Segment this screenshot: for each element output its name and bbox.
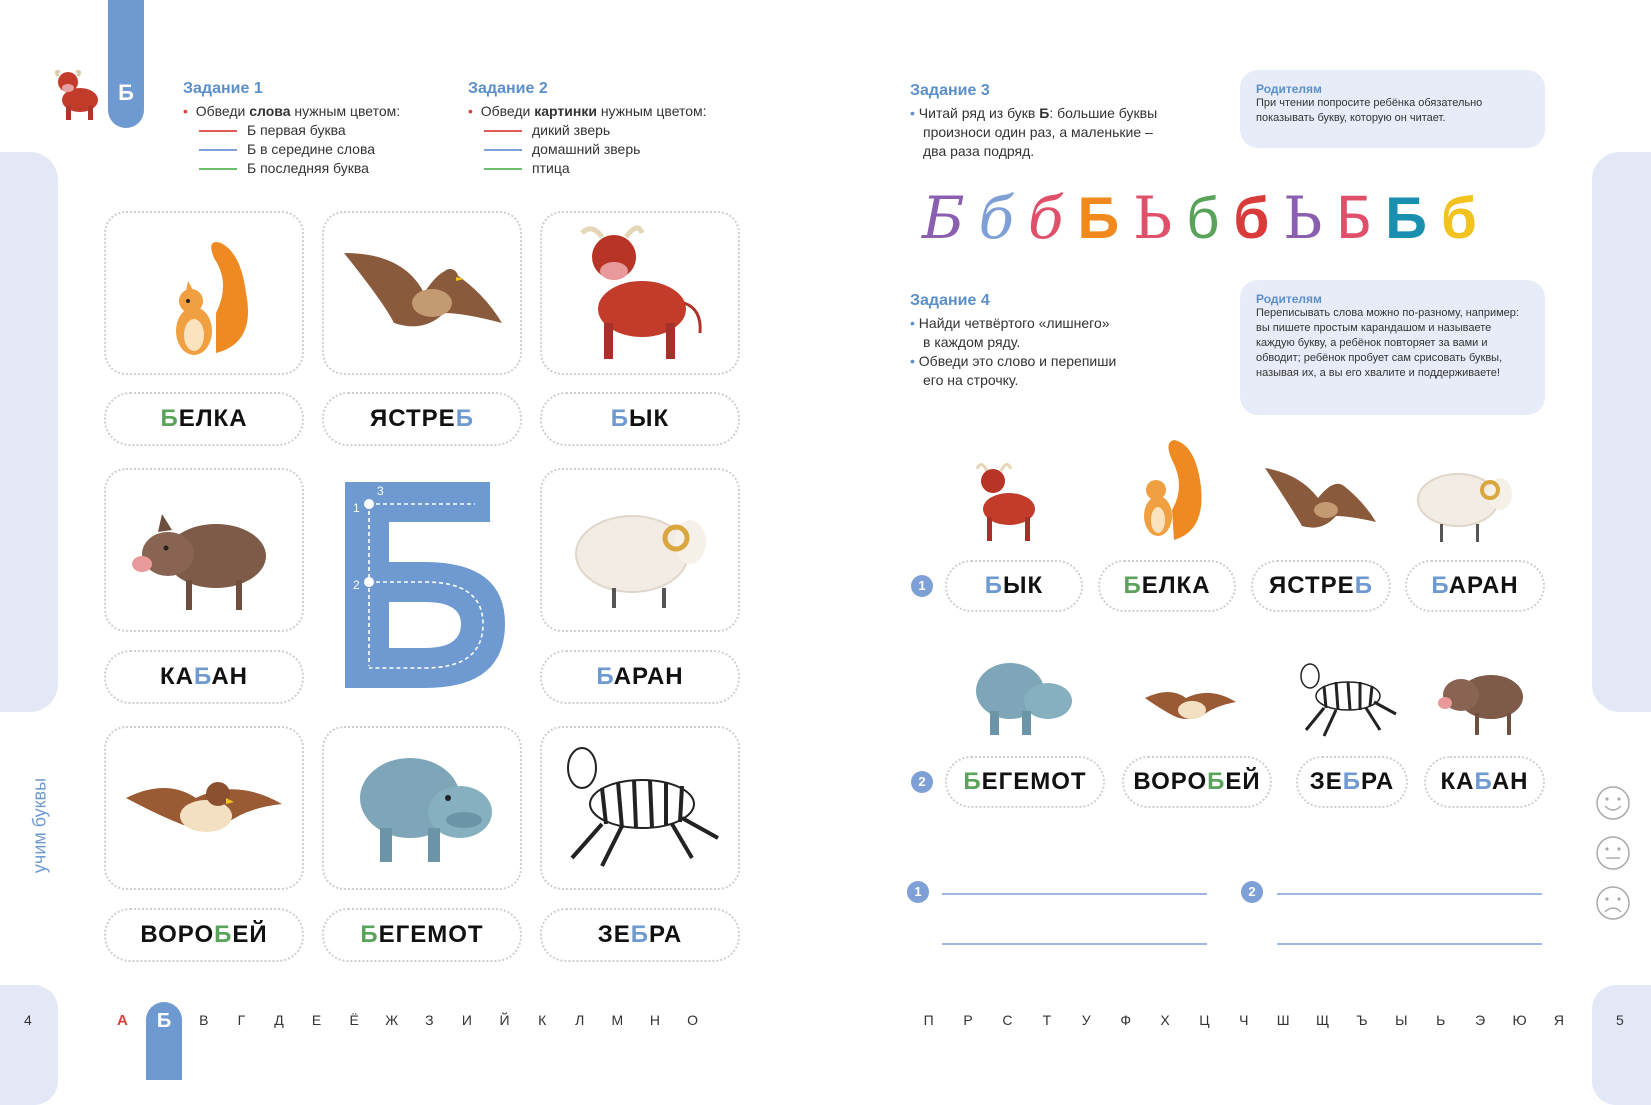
task4-line: Обведи это слово и перепиши <box>918 353 1117 369</box>
alphabet-letter[interactable]: Х <box>1160 1012 1170 1028</box>
word-card-zebra[interactable] <box>540 908 740 962</box>
alphabet-letter[interactable]: О <box>687 1012 698 1028</box>
row2-word-zebra[interactable] <box>1296 756 1408 808</box>
word-part: ЗЕ <box>597 921 631 948</box>
alphabet-letter[interactable]: Е <box>311 1012 322 1028</box>
task2-instruction-pre: Обведи <box>480 103 535 119</box>
word-highlight-letter: Б <box>963 768 982 795</box>
word-part: АРАН <box>613 663 684 690</box>
happy-face-icon[interactable] <box>1595 785 1631 821</box>
letter-variant: б <box>1233 186 1270 251</box>
task3-line1: Читай ряд из букв <box>918 105 1040 121</box>
picture-card-hawk[interactable] <box>322 211 522 375</box>
hippo-icon <box>324 728 520 888</box>
parents-note-2 <box>1240 280 1545 415</box>
row1-word-baran[interactable] <box>1405 560 1545 612</box>
legend-text: домашний зверь <box>532 141 641 157</box>
word-part: ЗЕ <box>1309 768 1343 795</box>
writing-line[interactable] <box>1277 893 1542 895</box>
parents-note-title: Родителям <box>1256 82 1322 96</box>
stroke-number-3: 3 <box>377 484 384 498</box>
row1-word-belka[interactable] <box>1098 560 1236 612</box>
word-part: КА <box>160 663 194 690</box>
blue-line-icon <box>199 149 237 151</box>
big-letter-tracing-icon <box>345 480 515 690</box>
alphabet-letter[interactable]: Ц <box>1199 1012 1210 1028</box>
word-part: РА <box>649 921 683 948</box>
hippo-icon <box>970 655 1080 740</box>
stroke-number-2: 2 <box>353 578 360 592</box>
word-highlight-letter: Б <box>984 572 1004 599</box>
alphabet-current-letter: Б <box>156 1010 172 1032</box>
bullet-icon: • <box>910 105 915 121</box>
bullet-icon: • <box>468 103 473 119</box>
word-part: ЫК <box>1003 572 1044 599</box>
task3-line1-bold: Б <box>1039 105 1050 121</box>
picture-card-hippo[interactable] <box>322 726 522 890</box>
word-card-byk[interactable] <box>540 392 740 446</box>
letter-variant: Ь <box>1283 184 1323 252</box>
red-line-icon <box>199 130 237 132</box>
letter-variant: Б <box>922 184 965 252</box>
word-highlight-letter: Б <box>360 921 379 948</box>
squirrel-icon <box>1130 430 1210 545</box>
task4-body <box>910 314 1210 390</box>
word-highlight-letter: Б <box>1431 572 1449 599</box>
letter-variant: б <box>1028 184 1064 252</box>
word-part: АН <box>1491 768 1529 795</box>
alphabet-letter[interactable]: И <box>461 1012 472 1028</box>
word-highlight-letter: Б <box>1123 572 1142 599</box>
zebra-icon <box>1290 660 1400 740</box>
side-label: учим буквы <box>29 777 50 874</box>
task1-title: Задание 1 <box>183 80 263 97</box>
alphabet-letter[interactable]: Ж <box>385 1012 399 1028</box>
alphabet-letter[interactable]: Ь <box>1436 1012 1446 1028</box>
word-highlight-letter: Б <box>1342 768 1362 795</box>
letter-variant: б <box>1186 186 1220 251</box>
word-part: АН <box>211 663 248 690</box>
word-card-begemot[interactable] <box>322 908 522 962</box>
word-card-baran[interactable] <box>540 650 740 704</box>
word-card-kaban[interactable] <box>104 650 304 704</box>
alphabet-current-tab[interactable] <box>146 1002 182 1080</box>
left-page-number: 4 <box>24 1012 32 1028</box>
letter-tab <box>108 0 144 128</box>
ram-icon <box>1410 460 1520 545</box>
task4-line: его на строчку. <box>923 372 1019 388</box>
bull-icon <box>965 455 1045 545</box>
alphabet-letter[interactable]: Й <box>499 1012 510 1028</box>
word-highlight-letter: Б <box>596 663 614 690</box>
neutral-face-icon[interactable] <box>1595 835 1631 871</box>
boar-icon <box>1435 655 1530 740</box>
word-highlight-letter: Б <box>214 921 233 948</box>
word-part: ВОРО <box>140 921 215 948</box>
task4-title: Задание 4 <box>910 292 990 309</box>
task2-body <box>468 102 748 178</box>
letter-tab-label: Б <box>118 80 134 105</box>
alphabet-letter[interactable]: С <box>1002 1012 1013 1028</box>
alphabet-letter[interactable]: У <box>1081 1012 1091 1028</box>
alphabet-right <box>909 1012 1579 1028</box>
zebra-icon <box>542 728 738 888</box>
word-highlight-letter: Б <box>610 405 630 432</box>
alphabet-letter[interactable]: Г <box>237 1012 246 1028</box>
row2-word-begemot[interactable] <box>945 756 1105 808</box>
task2-instruction-bold: картинки <box>534 103 597 119</box>
word-card-yastreb[interactable] <box>322 392 522 446</box>
right-page-number: 5 <box>1616 1012 1624 1028</box>
parents-note-text: Переписывать слова можно по-разному, например: вы пишете простым карандашом и называете каждую букву, а ребёнок повторяет за вами и обводит; ребёнок пробует сам срисовать буквы, называя их, а вы его хвалите и поддерживаете! <box>1256 307 1519 379</box>
word-highlight-letter: Б <box>1207 768 1226 795</box>
sparrow-icon <box>106 728 302 888</box>
letter-variant: Б <box>1385 186 1427 251</box>
alphabet-letter[interactable]: Ю <box>1512 1012 1527 1028</box>
picture-card-boar[interactable] <box>104 468 304 632</box>
sad-face-icon[interactable] <box>1595 885 1631 921</box>
bull-icon <box>542 213 738 373</box>
parents-note-title: Родителям <box>1256 292 1322 306</box>
row2-word-kaban[interactable] <box>1424 756 1545 808</box>
squirrel-icon <box>106 213 302 373</box>
alphabet-letter[interactable]: Т <box>1042 1012 1052 1028</box>
ram-icon <box>542 470 738 630</box>
word-highlight-letter: Б <box>193 663 212 690</box>
row1-word-yastreb[interactable] <box>1251 560 1391 612</box>
write-number-1: 1 <box>907 881 929 903</box>
left-page-number-box <box>0 985 58 1105</box>
row-number-2: 2 <box>911 771 933 793</box>
word-part: ЕЙ <box>232 921 268 948</box>
alphabet-letter[interactable]: З <box>425 1012 434 1028</box>
row2-word-vorobey[interactable] <box>1122 756 1272 808</box>
row1-word-byk[interactable] <box>945 560 1083 612</box>
word-part: ВОРО <box>1133 768 1208 795</box>
word-part: ЕГЕМОТ <box>981 768 1087 795</box>
alphabet-letter[interactable]: Э <box>1475 1012 1486 1028</box>
word-highlight-letter: Б <box>160 405 179 432</box>
task4-line: Найди четвёртого «лишнего» <box>918 315 1110 331</box>
legend-text: Б последняя буква <box>247 160 369 176</box>
task1-instruction-bold: слова <box>249 103 291 119</box>
blue-line-icon <box>484 149 522 151</box>
left-side-tab <box>0 152 58 712</box>
word-part: ЯСТРЕ <box>1269 572 1355 599</box>
word-part: РА <box>1361 768 1395 795</box>
alphabet-letter[interactable]: Н <box>649 1012 660 1028</box>
word-part: ЕЙ <box>1225 768 1261 795</box>
word-part: ЫК <box>629 405 670 432</box>
alphabet-letter[interactable]: М <box>611 1012 624 1028</box>
alphabet-letter[interactable]: К <box>538 1012 547 1028</box>
sparrow-icon <box>1140 680 1240 730</box>
word-card-belka[interactable] <box>104 392 304 446</box>
alphabet-letter[interactable]: Ш <box>1276 1012 1290 1028</box>
alphabet-letter[interactable]: Я <box>1553 1012 1564 1028</box>
alphabet-letter-a[interactable]: А <box>117 1012 128 1029</box>
task1-body <box>183 102 453 178</box>
word-card-vorobey[interactable] <box>104 908 304 962</box>
word-part: ЕЛКА <box>178 405 248 432</box>
task3-line2: произноси один раз, а маленькие – <box>923 124 1153 140</box>
word-highlight-letter: Б <box>630 921 650 948</box>
picture-card-sparrow[interactable] <box>104 726 304 890</box>
green-line-icon <box>484 168 522 170</box>
word-part: АРАН <box>1448 572 1519 599</box>
hawk-icon <box>324 213 520 373</box>
alphabet-letter[interactable]: Л <box>575 1012 585 1028</box>
picture-card-zebra[interactable] <box>540 726 740 890</box>
task1-instruction-post: нужным цветом: <box>290 103 401 119</box>
word-highlight-letter: Б <box>455 405 474 432</box>
letter-variant: Ь <box>1133 184 1173 252</box>
bullet-icon: • <box>910 353 915 369</box>
task1-legend-item <box>183 159 453 178</box>
bull-mascot-icon <box>50 68 100 122</box>
writing-line[interactable] <box>942 893 1207 895</box>
green-line-icon <box>199 168 237 170</box>
write-number-2: 2 <box>1241 881 1263 903</box>
alphabet-letter[interactable]: Ё <box>349 1012 359 1028</box>
alphabet-letter[interactable]: Ф <box>1120 1012 1131 1028</box>
word-part: КА <box>1440 768 1475 795</box>
alphabet-letter[interactable]: Ы <box>1395 1012 1408 1028</box>
alphabet-letter[interactable]: Д <box>274 1012 284 1028</box>
task2-legend-item <box>468 140 748 159</box>
right-page-number-box <box>1592 985 1651 1105</box>
word-part: ЕЛКА <box>1141 572 1211 599</box>
picture-card-ram[interactable] <box>540 468 740 632</box>
letter-variant: Б <box>1336 184 1372 252</box>
task3-title: Задание 3 <box>910 82 990 99</box>
task3-line3: два раза подряд. <box>923 143 1035 159</box>
task2-legend-item <box>468 121 748 140</box>
alphabet-letter[interactable]: Ъ <box>1356 1012 1368 1028</box>
task1-instruction-pre: Обведи <box>195 103 250 119</box>
red-line-icon <box>484 130 522 132</box>
legend-text: птица <box>532 160 570 176</box>
letter-variant: б <box>1440 186 1477 251</box>
task1-legend-item <box>183 140 453 159</box>
letter-variant: Б <box>1077 186 1120 251</box>
alphabet-letter[interactable]: В <box>199 1012 209 1028</box>
alphabet-letter[interactable]: Р <box>963 1012 973 1028</box>
task1-legend-item <box>183 121 453 140</box>
right-side-tab <box>1592 152 1651 712</box>
legend-text: Б первая буква <box>247 122 346 138</box>
stroke-number-1: 1 <box>353 501 360 515</box>
parents-note-1 <box>1240 70 1545 148</box>
word-highlight-letter: Б <box>1474 768 1492 795</box>
legend-text: дикий зверь <box>532 122 611 138</box>
boar-icon <box>106 470 302 630</box>
letter-variant: б <box>978 184 1015 252</box>
task2-instruction-post: нужным цветом: <box>596 103 707 119</box>
parents-note-text: При чтении попросите ребёнка обязательно показывать букву, которую он читает. <box>1256 97 1483 124</box>
alphabet-left <box>185 1012 711 1028</box>
task2-title: Задание 2 <box>468 80 548 97</box>
word-part: ЕГЕМОТ <box>378 921 484 948</box>
legend-text: Б в середине слова <box>247 141 376 157</box>
hawk-icon <box>1260 458 1380 543</box>
task3-line1-post: : большие буквы <box>1049 105 1158 121</box>
alphabet-letter[interactable]: Щ <box>1316 1012 1330 1028</box>
task2-legend-item <box>468 159 748 178</box>
writing-line[interactable] <box>942 943 1207 945</box>
word-highlight-letter: Б <box>1354 572 1373 599</box>
bullet-icon: • <box>183 103 188 119</box>
letters-row <box>922 178 1542 258</box>
picture-card-squirrel[interactable] <box>104 211 304 375</box>
word-part: ЯСТРЕ <box>370 405 456 432</box>
row-number-1: 1 <box>911 575 933 597</box>
writing-line[interactable] <box>1277 943 1542 945</box>
alphabet-letter[interactable]: П <box>923 1012 934 1028</box>
picture-card-bull[interactable] <box>540 211 740 375</box>
alphabet-letter[interactable]: Ч <box>1239 1012 1249 1028</box>
task3-body <box>910 104 1210 161</box>
bullet-icon: • <box>910 315 915 331</box>
task4-line: в каждом ряду. <box>923 334 1021 350</box>
